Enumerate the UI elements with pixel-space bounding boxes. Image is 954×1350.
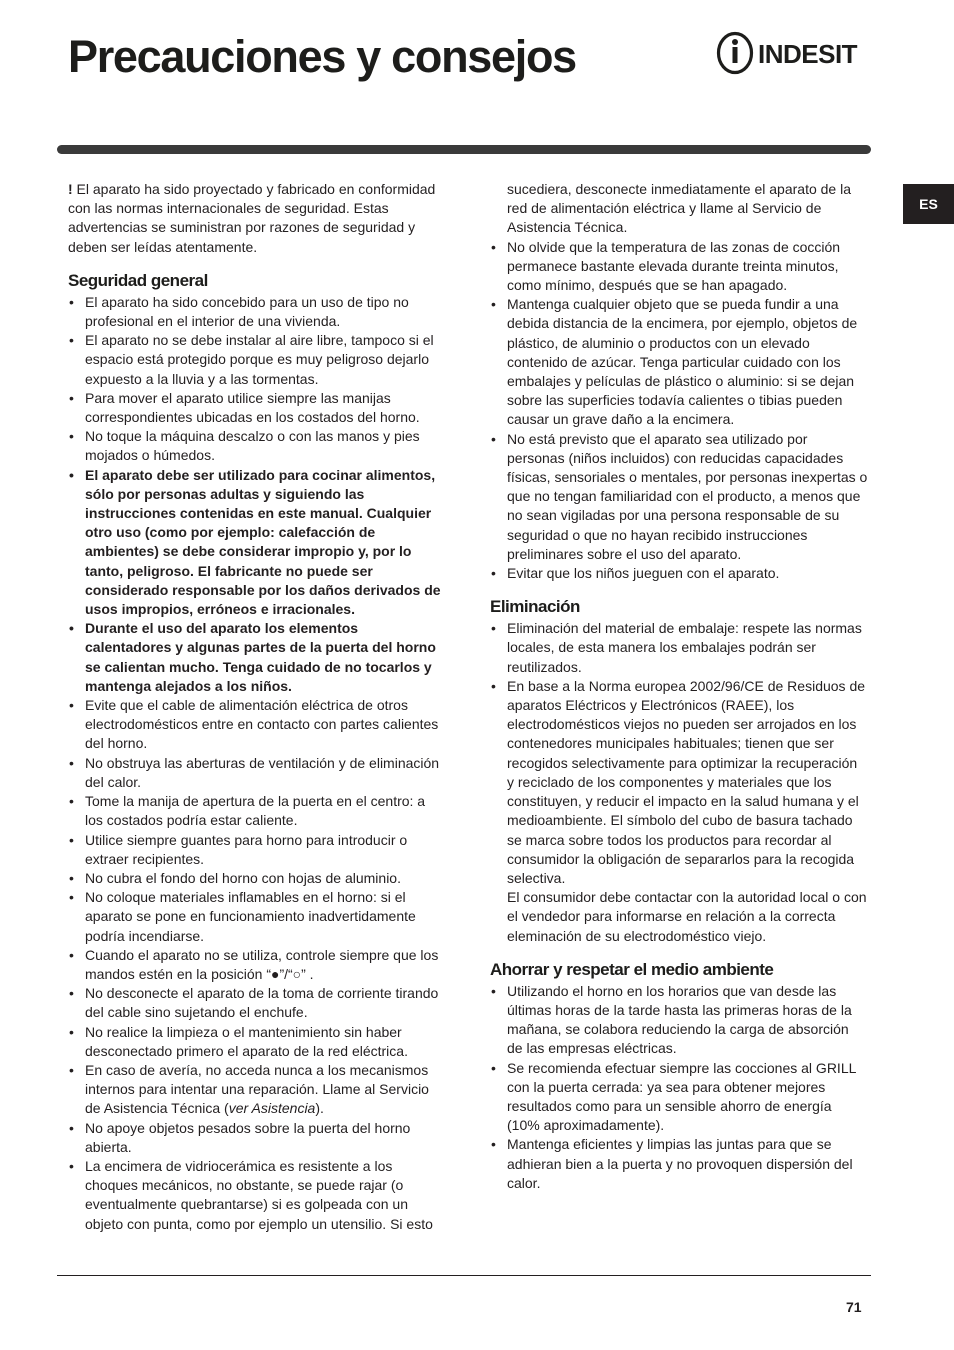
list-item: • El aparato ha sido concebido para un uso de tipo no profesional en el interior de una vivienda. <box>68 293 446 331</box>
list-item: • Utilizando el horno en los horarios que van desde las últimas horas de la tarde hasta las primeras horas de la mañana, se colabora reduciendo la carga de absorción de las empresas eléctricas. <box>490 982 868 1059</box>
asistencia-reference: ver Asistencia <box>228 1100 316 1117</box>
list-item: • Evitar que los niños jueguen con el aparato. <box>490 564 868 583</box>
list-item: • No obstruya las aberturas de ventilación y de eliminación del calor. <box>68 754 446 792</box>
list-item: • No olvide que la temperatura de las zonas de cocción permanece bastante elevada durante treinta minutos, como mínimo, después que se han apagado. <box>490 238 868 296</box>
list-item-bold: • Durante el uso del aparato los elementos calentadores y algunas partes de la puerta del horno se calientan mucho. Tenga cuidado de no tocarlos y mantenga alejados a los niños. <box>68 619 446 696</box>
list-item-continued: sucediera, desconecte inmediatamente el aparato de la red de alimentación eléctrica y llame al Servicio de Asistencia Técnica. <box>507 181 851 236</box>
title-rule <box>57 145 871 154</box>
list-item: • Eliminación del material de embalaje: respete las normas locales, de esta manera los embalajes podrán ser reutilizados. <box>490 619 868 677</box>
seguridad-list <box>68 293 446 1234</box>
list-item: • No realice la limpieza o el mantenimiento sin haber desconectado primero el aparato de la red eléctrica. <box>68 1023 446 1061</box>
list-item: • Tome la manija de apertura de la puerta en el centro: a los costados podría estar caliente. <box>68 792 446 830</box>
section-heading-seguridad: Seguridad general <box>68 270 208 290</box>
list-item: • Mantenga cualquier objeto que se pueda fundir a una debida distancia de la encimera, por ejemplo, objetos de plástico, de aluminio o productos con un elevado contenido de azúcar. Tenga particular cuidado con los embalajes y películas de plástico o aluminio: si se dejan sobre las superficies todavía calientes o tibias pueden causar un grave daño a la encimera. <box>490 295 868 429</box>
section-heading-eliminacion: Eliminación <box>490 597 580 617</box>
svg-text:INDESIT: INDESIT <box>758 39 858 69</box>
footer-rule <box>57 1275 871 1276</box>
right-column <box>490 180 868 1193</box>
eliminacion-list <box>490 619 868 945</box>
list-item-extra: El consumidor debe contactar con la autoridad local o con el vendedor para informarse en relación a la correcta eleminación de su electrodoméstico viejo. <box>507 889 867 944</box>
list-item: • No desconecte el aparato de la toma de corriente tirando del cable sino sujetando el enchufe. <box>68 984 446 1022</box>
warning-marker: ! <box>68 181 73 197</box>
list-item: • No apoye objetos pesados sobre la puerta del horno abierta. <box>68 1119 446 1157</box>
list-item: • No toque la máquina descalzo o con las manos y pies mojados o húmedos. <box>68 427 446 465</box>
intro-text: El aparato ha sido proyectado y fabricado en conformidad con las normas internacionales de seguridad. Estas advertencias se suministran por razones de seguridad y deben ser leídas atentamente. <box>68 181 436 255</box>
list-item: • No está previsto que el aparato sea utilizado por personas (niños incluidos) con reducidas capacidades físicas, sensoriales o mentales, por personas inexpertas o que no tengan familiaridad con el producto, a menos que no sean vigiladas por una persona responsable de su seguridad o que no hayan recibido instrucciones preliminares sobre el uso del aparato. <box>490 430 868 564</box>
list-item: • Evite que el cable de alimentación eléctrica de otros electrodomésticos entre en contacto con partes calientes del horno. <box>68 696 446 754</box>
left-column <box>68 180 446 1234</box>
list-item: • Utilice siempre guantes para horno para introducir o extraer recipientes. <box>68 831 446 869</box>
list-item: • No coloque materiales inflamables en el horno: si el aparato se pone en funcionamiento inadvertidamente podría incendiarse. <box>68 888 446 946</box>
list-item: • En base a la Norma europea 2002/96/CE de Residuos de aparatos Eléctricos y Electrónicos (RAEE), los electrodomésticos viejos no pueden ser arrojados en los contenedores municipales habituales; tienen que ser recogidos selectivamente para optimizar la recuperación y reciclado de los componentes y materiales que los constituyen, y reducir el impacto en la salud humana y el medioambiente. El símbolo del cubo de basura tachado se marca sobre todos los productos para recordar al consumidor la obligación de separarlos para la recogida selectiva. <box>490 677 868 888</box>
section-heading-ahorro: Ahorrar y respetar el medio ambiente <box>490 959 774 979</box>
list-item: • Para mover el aparato utilice siempre las manijas correspondientes ubicadas en los costados del horno. <box>68 389 446 427</box>
language-tab: ES <box>903 184 954 224</box>
page-title: Precauciones y consejos <box>68 31 576 82</box>
indesit-logo <box>716 30 872 76</box>
list-item-bold: • El aparato debe ser utilizado para cocinar alimentos, sólo por personas adultas y siguiendo las instrucciones contenidas en este manual. Cualquier otro uso (como por ejemplo: calefacción de ambientes) se debe considerar impropio y, por lo tanto, peligroso. El fabricante no puede ser considerado responsable por los daños derivados de usos impropios, erróneos e irracionales. <box>68 466 446 620</box>
list-item: • En caso de avería, no acceda nunca a los mecanismos internos para intentar una reparación. Llame al Servicio de Asistencia Técnica (ver Asistencia). <box>68 1061 446 1119</box>
intro-paragraph <box>68 180 446 257</box>
continuation-list <box>490 180 868 583</box>
list-item: • El aparato no se debe instalar al aire libre, tampoco si el espacio está protegido porque es muy peligroso dejarlo expuesto a la lluvia y a las tormentas. <box>68 331 446 389</box>
ahorro-list <box>490 982 868 1193</box>
list-item: • No cubra el fondo del horno con hojas de aluminio. <box>68 869 446 888</box>
list-item: • Se recomienda efectuar siempre las cocciones al GRILL con la puerta cerrada: ya sea para obtener mejores resultados como para un sensible ahorro de energía (10% aproximadamente). <box>490 1059 868 1136</box>
page-number: 71 <box>846 1299 862 1315</box>
list-item: • Mantenga eficientes y limpias las juntas para que se adhieran bien a la puerta y no provoquen dispersión del calor. <box>490 1135 868 1193</box>
list-item: • La encimera de vidriocerámica es resistente a los choques mecánicos, no obstante, se puede rajar (o eventualmente quebrantarse) si es golpeada con un objeto con punta, como por ejemplo un utensilio. Si esto <box>68 1157 446 1234</box>
list-item: • Cuando el aparato no se utiliza, controle siempre que los mandos estén en la posición “●”/“○” . <box>68 946 446 984</box>
